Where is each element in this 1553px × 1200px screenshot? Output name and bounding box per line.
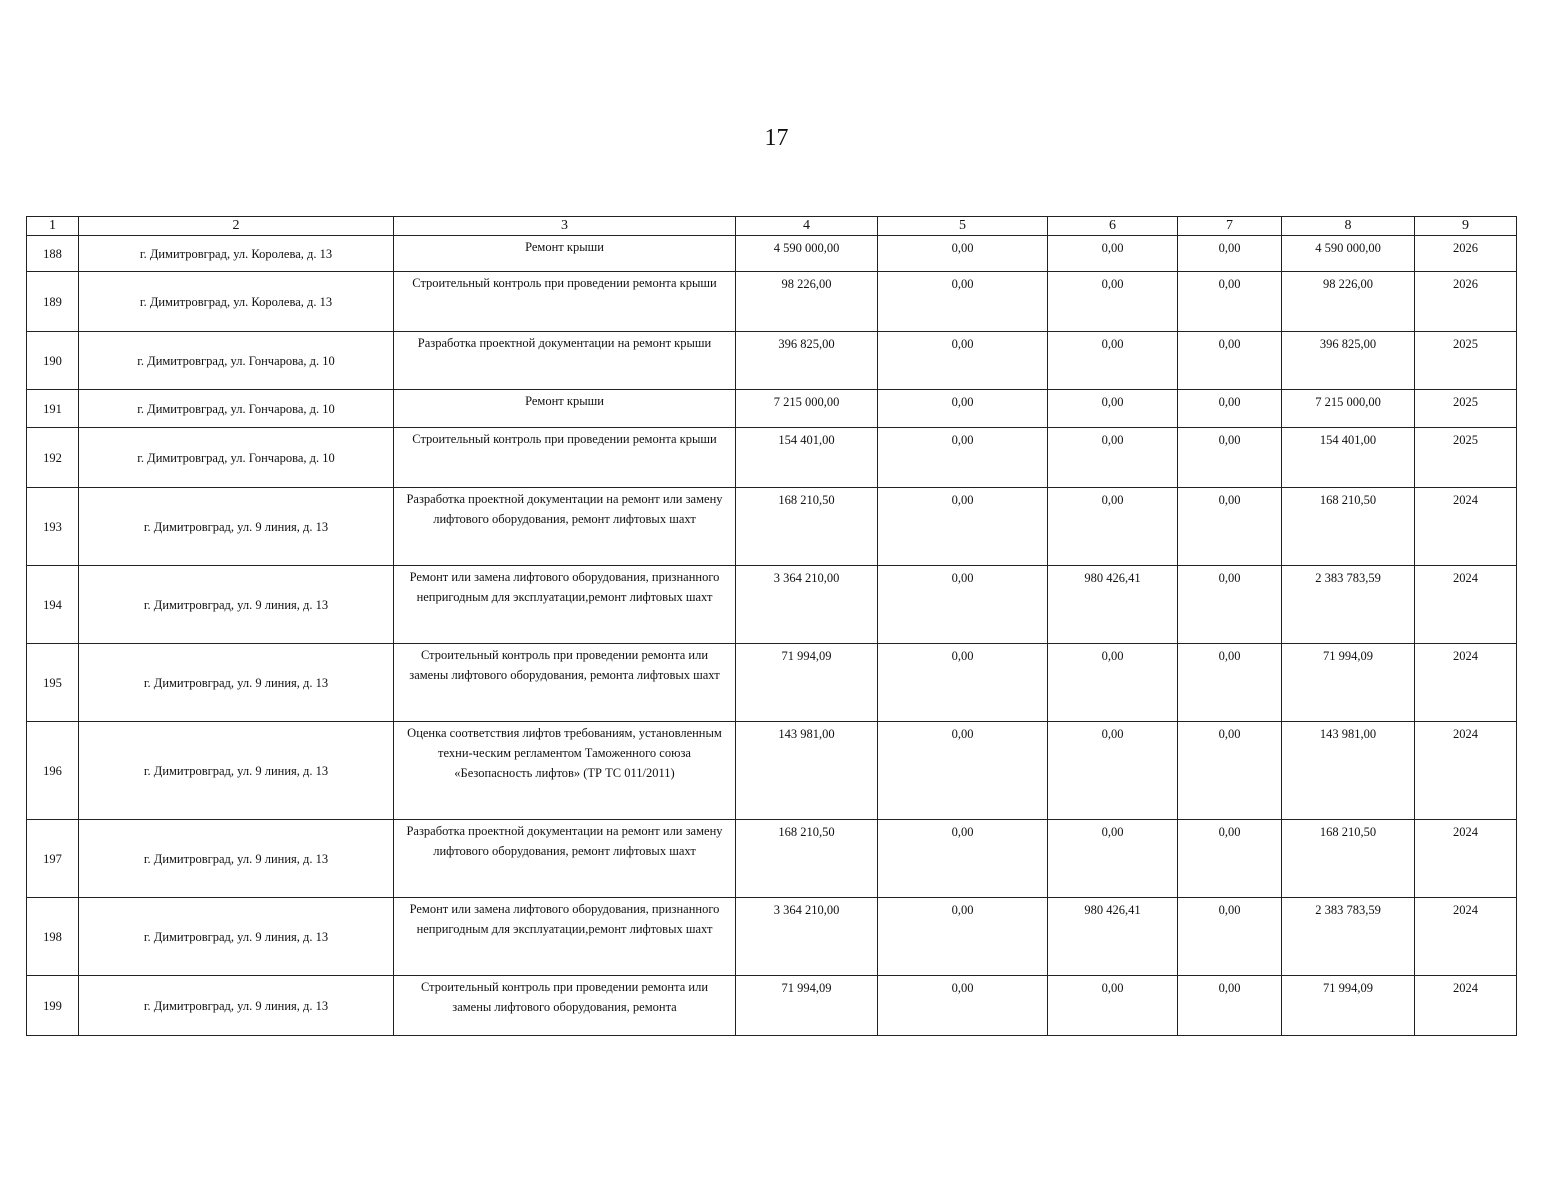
row-col-6-amount: 0,00 [1048,976,1178,1036]
row-col-4-amount: 3 364 210,00 [736,566,878,644]
row-year: 2026 [1415,272,1517,332]
column-header-4: 4 [736,217,878,236]
row-col-5-amount: 0,00 [878,428,1048,488]
row-col-5-amount: 0,00 [878,722,1048,820]
row-col-6-amount: 0,00 [1048,644,1178,722]
row-col-4-amount: 396 825,00 [736,332,878,390]
column-header-6: 6 [1048,217,1178,236]
row-work-type: Ремонт крыши [394,390,736,428]
row-col-6-amount: 980 426,41 [1048,566,1178,644]
column-header-1: 1 [27,217,79,236]
row-year: 2024 [1415,644,1517,722]
row-col-7-amount: 0,00 [1178,976,1282,1036]
row-work-type: Ремонт или замена лифтового оборудования, признанного непригодным для эксплуатации,ремонт лифтовых шахт [394,566,736,644]
table-row [27,272,1517,332]
row-number: 190 [27,332,79,390]
column-header-9: 9 [1415,217,1517,236]
row-col-4-amount: 7 215 000,00 [736,390,878,428]
row-address: г. Димитровград, ул. Гончарова, д. 10 [79,332,394,390]
column-header-8: 8 [1282,217,1415,236]
row-col-5-amount: 0,00 [878,236,1048,272]
row-col-5-amount: 0,00 [878,976,1048,1036]
row-number: 198 [27,898,79,976]
row-col-4-amount: 168 210,50 [736,488,878,566]
table-row [27,566,1517,644]
row-col-4-amount: 98 226,00 [736,272,878,332]
row-year: 2024 [1415,898,1517,976]
row-col-4-amount: 154 401,00 [736,428,878,488]
row-number: 196 [27,722,79,820]
row-year: 2025 [1415,428,1517,488]
row-col-6-amount: 0,00 [1048,428,1178,488]
works-table-container [26,216,1516,1036]
table-row [27,488,1517,566]
row-work-type: Ремонт крыши [394,236,736,272]
row-number: 189 [27,272,79,332]
row-col-6-amount: 0,00 [1048,236,1178,272]
row-year: 2024 [1415,976,1517,1036]
row-col-4-amount: 3 364 210,00 [736,898,878,976]
row-col-8-amount: 168 210,50 [1282,820,1415,898]
row-col-6-amount: 0,00 [1048,390,1178,428]
row-year: 2024 [1415,488,1517,566]
table-row [27,390,1517,428]
row-work-type: Ремонт или замена лифтового оборудования, признанного непригодным для эксплуатации,ремонт лифтовых шахт [394,898,736,976]
row-col-6-amount: 0,00 [1048,722,1178,820]
table-row [27,236,1517,272]
row-address: г. Димитровград, ул. 9 линия, д. 13 [79,722,394,820]
row-col-6-amount: 0,00 [1048,820,1178,898]
row-address: г. Димитровград, ул. 9 линия, д. 13 [79,644,394,722]
row-col-4-amount: 4 590 000,00 [736,236,878,272]
row-number: 193 [27,488,79,566]
row-number: 197 [27,820,79,898]
row-col-8-amount: 2 383 783,59 [1282,566,1415,644]
row-col-7-amount: 0,00 [1178,820,1282,898]
row-address: г. Димитровград, ул. 9 линия, д. 13 [79,976,394,1036]
row-address: г. Димитровград, ул. Королева, д. 13 [79,236,394,272]
row-col-7-amount: 0,00 [1178,236,1282,272]
row-address: г. Димитровград, ул. 9 линия, д. 13 [79,488,394,566]
row-col-8-amount: 7 215 000,00 [1282,390,1415,428]
row-col-4-amount: 71 994,09 [736,976,878,1036]
row-work-type: Оценка соответствия лифтов требованиям, установленным техни-ческим регламентом Таможенного союза «Безопасность лифтов» (ТР ТС 011/2011) [394,722,736,820]
row-col-7-amount: 0,00 [1178,722,1282,820]
page-number: 17 [764,125,789,151]
column-header-7: 7 [1178,217,1282,236]
row-work-type: Строительный контроль при проведении ремонта крыши [394,428,736,488]
row-col-7-amount: 0,00 [1178,390,1282,428]
row-work-type: Разработка проектной документации на ремонт или замену лифтового оборудования, ремонт лифтовых шахт [394,820,736,898]
row-number: 194 [27,566,79,644]
row-col-8-amount: 168 210,50 [1282,488,1415,566]
row-address: г. Димитровград, ул. Королева, д. 13 [79,272,394,332]
row-col-7-amount: 0,00 [1178,898,1282,976]
table-row [27,722,1517,820]
table-row [27,332,1517,390]
row-col-8-amount: 71 994,09 [1282,976,1415,1036]
row-col-5-amount: 0,00 [878,566,1048,644]
row-col-6-amount: 0,00 [1048,272,1178,332]
row-col-7-amount: 0,00 [1178,644,1282,722]
row-col-8-amount: 396 825,00 [1282,332,1415,390]
row-number: 192 [27,428,79,488]
row-address: г. Димитровград, ул. 9 линия, д. 13 [79,820,394,898]
works-table [26,216,1517,1036]
row-col-7-amount: 0,00 [1178,332,1282,390]
row-address: г. Димитровград, ул. 9 линия, д. 13 [79,898,394,976]
row-col-8-amount: 2 383 783,59 [1282,898,1415,976]
row-col-5-amount: 0,00 [878,332,1048,390]
column-number-header-row [27,217,1517,236]
table-row [27,898,1517,976]
row-year: 2024 [1415,820,1517,898]
row-year: 2026 [1415,236,1517,272]
row-work-type: Строительный контроль при проведении ремонта крыши [394,272,736,332]
row-col-8-amount: 143 981,00 [1282,722,1415,820]
row-col-6-amount: 0,00 [1048,332,1178,390]
row-number: 195 [27,644,79,722]
row-work-type: Строительный контроль при проведении ремонта или замены лифтового оборудования, ремонта лифтовых шахт [394,644,736,722]
row-col-8-amount: 4 590 000,00 [1282,236,1415,272]
row-year: 2025 [1415,332,1517,390]
column-header-2: 2 [79,217,394,236]
row-year: 2024 [1415,566,1517,644]
row-address: г. Димитровград, ул. 9 линия, д. 13 [79,566,394,644]
row-col-5-amount: 0,00 [878,898,1048,976]
row-number: 191 [27,390,79,428]
row-col-5-amount: 0,00 [878,644,1048,722]
row-col-7-amount: 0,00 [1178,566,1282,644]
row-col-4-amount: 71 994,09 [736,644,878,722]
table-row [27,976,1517,1036]
table-body [27,236,1517,1036]
row-address: г. Димитровград, ул. Гончарова, д. 10 [79,428,394,488]
row-year: 2025 [1415,390,1517,428]
row-number: 199 [27,976,79,1036]
row-number: 188 [27,236,79,272]
row-work-type: Разработка проектной документации на ремонт или замену лифтового оборудования, ремонт лифтовых шахт [394,488,736,566]
row-col-5-amount: 0,00 [878,820,1048,898]
row-col-5-amount: 0,00 [878,488,1048,566]
row-work-type: Разработка проектной документации на ремонт крыши [394,332,736,390]
row-col-4-amount: 143 981,00 [736,722,878,820]
row-work-type: Строительный контроль при проведении ремонта или замены лифтового оборудования, ремонта [394,976,736,1036]
row-col-6-amount: 980 426,41 [1048,898,1178,976]
row-col-7-amount: 0,00 [1178,272,1282,332]
table-row [27,644,1517,722]
row-year: 2024 [1415,722,1517,820]
row-col-5-amount: 0,00 [878,390,1048,428]
row-col-4-amount: 168 210,50 [736,820,878,898]
row-col-8-amount: 98 226,00 [1282,272,1415,332]
table-row [27,428,1517,488]
row-address: г. Димитровград, ул. Гончарова, д. 10 [79,390,394,428]
row-col-7-amount: 0,00 [1178,428,1282,488]
row-col-5-amount: 0,00 [878,272,1048,332]
column-header-5: 5 [878,217,1048,236]
row-col-8-amount: 71 994,09 [1282,644,1415,722]
column-header-3: 3 [394,217,736,236]
row-col-8-amount: 154 401,00 [1282,428,1415,488]
row-col-7-amount: 0,00 [1178,488,1282,566]
table-row [27,820,1517,898]
row-col-6-amount: 0,00 [1048,488,1178,566]
